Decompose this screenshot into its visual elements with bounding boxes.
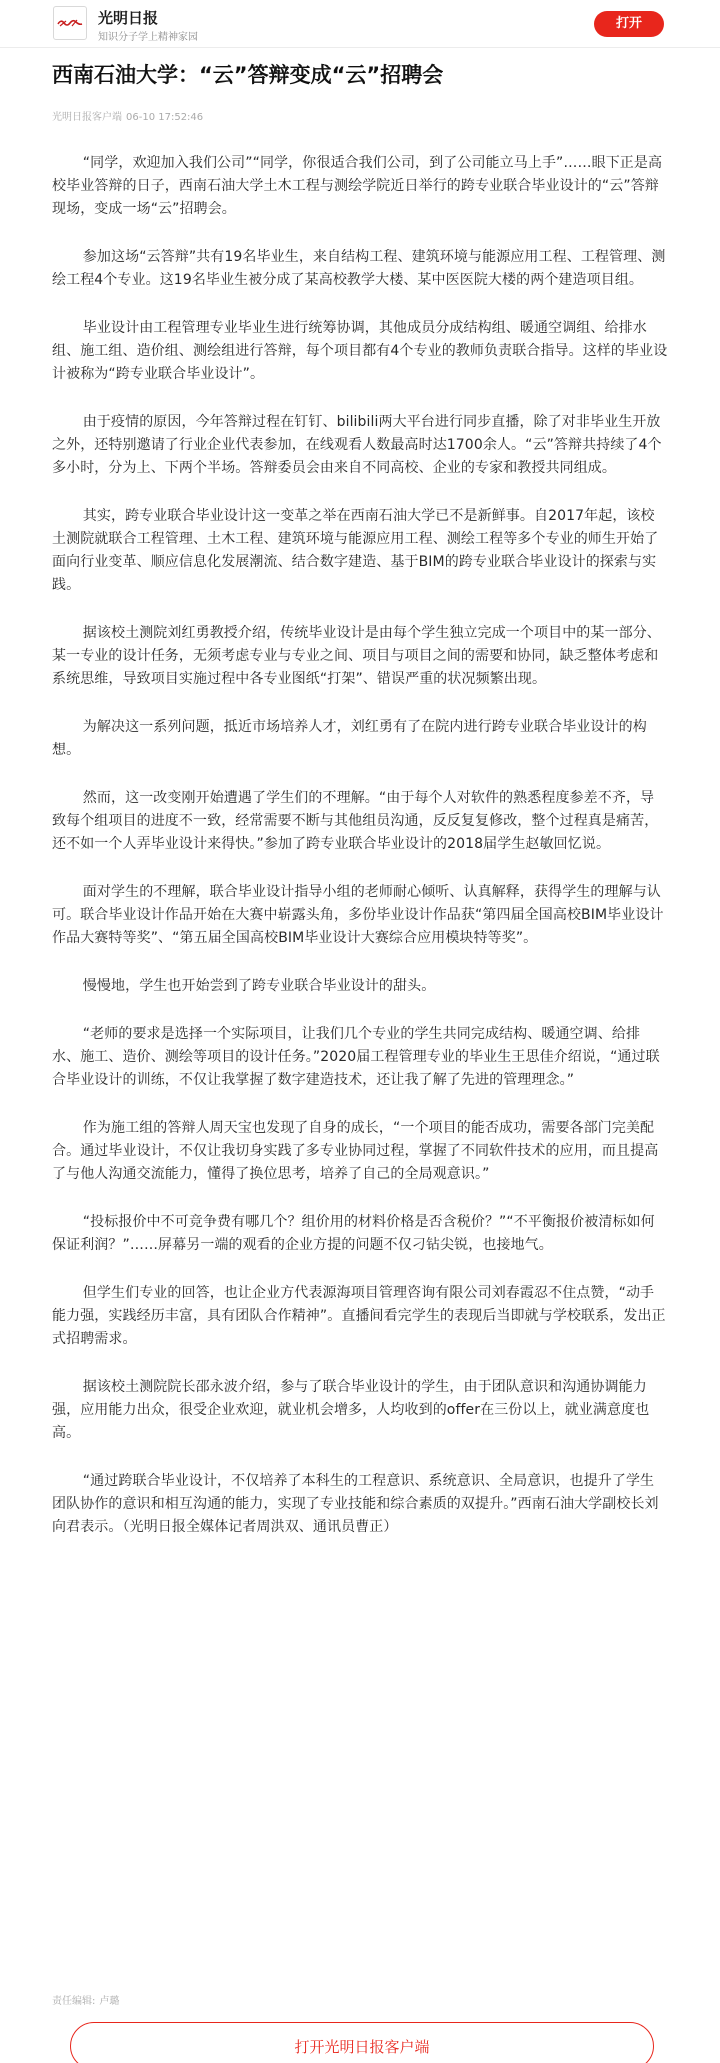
editor-label: 责任编辑:	[52, 1996, 96, 2007]
article-paragraph: “同学，欢迎加入我们公司”“同学，你很适合我们公司，到了公司能立马上手”……眼下正是高校毕业答辩的日子，西南石油大学土木工程与测绘学院近日举行的跨专业联合毕业设计的“云”答辩现场，变成一场“云”招聘会。	[52, 155, 663, 217]
article-paragraph: 参加这场“云答辩”共有19名毕业生，来自结构工程、建筑环境与能源应用工程、工程管理、测绘工程4个专业。这19名毕业生被分成了某高校教学大楼、某中医医院大楼的两个建造项目组。	[52, 249, 666, 288]
article-paragraph: 面对学生的不理解，联合毕业设计指导小组的老师耐心倾听、认真解释，获得学生的理解与认可。联合毕业设计作品开始在大赛中崭露头角，多份毕业设计作品获“第四届全国高校BIM毕业设计作品大赛特等奖”、“第五届全国高校BIM毕业设计大赛综合应用模块特等奖”。	[52, 884, 664, 946]
editor-name: 卢璐	[99, 1996, 120, 2007]
article-paragraph: 由于疫情的原因，今年答辩过程在钉钉、bilibili两大平台进行同步直播，除了对非毕业生开放之外，还特别邀请了行业企业代表参加，在线观看人数最高时达1700余人。“云”答辩共持续了4个多小时，分为上、下两个半场。答辩委员会由来自不同高校、企业的专家和教授共同组成。	[52, 414, 662, 476]
logo-calligraphy-mark	[57, 18, 83, 28]
article-paragraph: “老师的要求是选择一个实际项目，让我们几个专业的学生共同完成结构、暖通空调、给排水、施工、造价、测绘等项目的设计任务。”2020届工程管理专业的毕业生王思佳介绍说，“通过联合毕业设计的训练，不仅让我掌握了数字建造技术，还让我了解了先进的管理理念。”	[52, 1026, 660, 1088]
top-bar	[0, 0, 720, 48]
article-datetime: 06-10 17:52:46	[126, 112, 204, 123]
article-paragraph: 慢慢地，学生也开始尝到了跨专业联合毕业设计的甜头。	[82, 978, 436, 994]
responsible-editor	[52, 1992, 123, 2007]
article-paragraph: 但学生们专业的回答，也让企业方代表源海项目管理咨询有限公司刘春霞忍不住点赞，“动手能力强，实践经历丰富，具有团队合作精神”。直播间看完学生的表现后当即就与学校联系，发出正式招聘需求。	[52, 1285, 666, 1347]
article-paragraph: 然而，这一改变刚开始遭遇了学生们的不理解。“由于每个人对软件的熟悉程度参差不齐，导致每个组项目的进度不一致，经常需要不断与其他组员沟通，反反复复修改，整个过程真是痛苦，还不如一个人弄毕业设计来得快。”参加了跨专业联合毕业设计的2018届学生赵敏回忆说。	[52, 790, 659, 852]
open-client-button[interactable]: 打开光明日报客户端	[70, 2022, 654, 2063]
article-paragraph: “通过跨联合毕业设计，不仅培养了本科生的工程意识、系统意识、全局意识，也提升了学生团队协作的意识和相互沟通的能力，实现了专业技能和综合素质的双提升。”西南石油大学副校长刘向君表示。（光明日报全媒体记者周洪双、通讯员曹正）	[52, 1473, 659, 1535]
brand-name: 光明日报	[98, 9, 159, 27]
article-paragraph: 据该校土测院院长邵永波介绍，参与了联合毕业设计的学生，由于团队意识和沟通协调能力强，应用能力出众，很受企业欢迎，就业机会增多，人均收到的offer在三份以上，就业满意度也高。	[52, 1379, 650, 1441]
article-paragraph: 据该校土测院刘红勇教授介绍，传统毕业设计是由每个学生独立完成一个项目中的某一部分、某一专业的设计任务，无须考虑专业与专业之间、项目与项目之间的需要和协同，缺乏整体考虑和系统思维，导致项目实施过程中各专业图纸“打架”、错误严重的状况频繁出现。	[52, 625, 661, 687]
article-body	[52, 152, 668, 1564]
guangming-daily-logo-icon[interactable]	[53, 6, 87, 40]
article-paragraph: “投标报价中不可竞争费有哪几个？组价用的材料价格是否含税价？”“不平衡报价被清标如何保证利润？”……屏幕另一端的观看的企业方提的问题不仅刁钻尖锐，也接地气。	[52, 1214, 655, 1253]
article-paragraph: 为解决这一系列问题，抵近市场培养人才，刘红勇有了在院内进行跨专业联合毕业设计的构想。	[52, 719, 647, 758]
article-paragraph: 作为施工组的答辩人周天宝也发现了自身的成长，“一个项目的能否成功，需要各部门完美配合。通过毕业设计，不仅让我切身实践了多专业协同过程，掌握了不同软件技术的应用，而且提高了与他人沟通交流能力，懂得了换位思考，培养了自己的全局观意识。”	[52, 1120, 659, 1182]
open-app-button[interactable]: 打开	[594, 11, 664, 37]
brand-slogan: 知识分子学上精神家园	[98, 32, 198, 43]
article-paragraph: 其实，跨专业联合毕业设计这一变革之举在西南石油大学已不是新鲜事。自2017年起，该校土测院就联合工程管理、土木工程、建筑环境与能源应用工程、测绘工程等多个专业的师生开始了面向行业变革、顺应信息化发展潮流、结合数字建造、基于BIM的跨专业联合毕业设计的探索与实践。	[52, 508, 659, 593]
article-meta	[52, 108, 207, 123]
article-paragraph: 毕业设计由工程管理专业毕业生进行统筹协调，其他成员分成结构组、暖通空调组、给排水组、施工组、造价组、测绘组进行答辩，每个项目都有4个专业的教师负责联合指导。这样的毕业设计被称为“跨专业联合毕业设计”。	[52, 320, 668, 382]
article-source: 光明日报客户端	[52, 112, 122, 123]
article-title: 西南石油大学：“云”答辩变成“云”招聘会	[52, 63, 444, 87]
